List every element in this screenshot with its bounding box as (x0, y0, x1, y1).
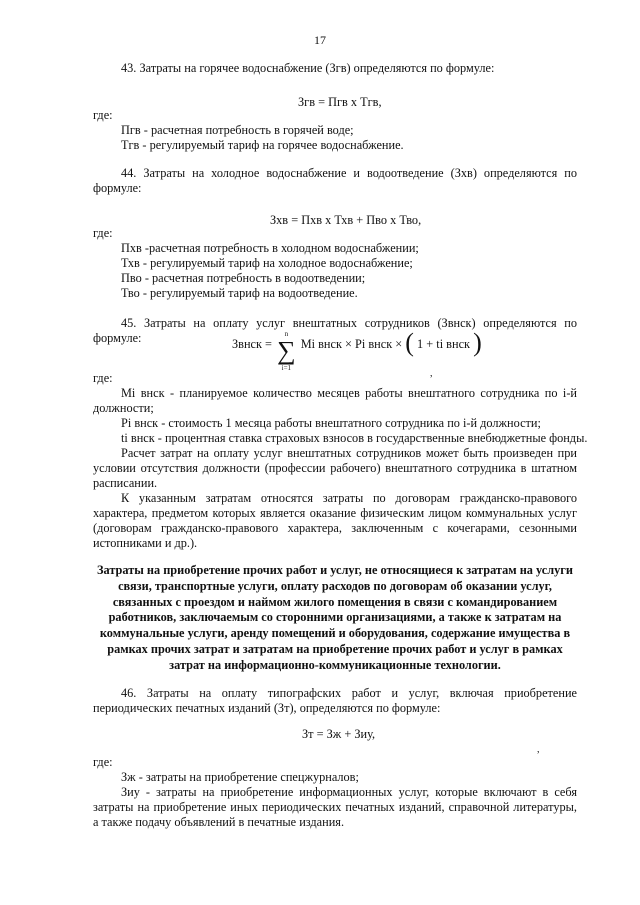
p46-where: где: (93, 755, 113, 769)
p45-inner: 1 + ti внск (417, 336, 471, 351)
p43-def-1: Пгв - расчетная потребность в горячей воде; (121, 123, 354, 137)
p44-intro: 44. Затраты на холодное водоснабжение и водоотведение (Зхв) определяются по формуле: (93, 166, 577, 195)
p45-open-paren: ( (405, 327, 414, 357)
p44-def-2: Тхв - регулируемый тариф на холодное водоснабжение; (121, 256, 413, 270)
sum-upper: n (284, 330, 289, 338)
p43-def-2: Тгв - регулируемый тариф на горячее водоснабжение. (121, 138, 404, 152)
p45-formula (232, 327, 482, 372)
p45-intro: 45. Затраты на оплату услуг внештатных сотрудников (Звнск) определяются по формуле: (93, 316, 577, 345)
p46-formula: Зт = Зж + Зиу, (302, 727, 376, 741)
p44-formula: Зхв = Пхв х Тхв + Пво х Тво, (270, 213, 422, 227)
p45-times-2: × (395, 336, 403, 351)
p44-def-4: Тво - регулируемый тариф на водоотведение. (121, 286, 358, 300)
sum-lower: i=1 (281, 364, 292, 372)
p45-times-1: × (345, 336, 352, 351)
sum-block (277, 330, 296, 372)
p44-def-3: Пво - расчетная потребность в водоотведении; (121, 271, 366, 285)
sum-symbol: ∑ (277, 336, 296, 365)
p45-note-2: К указанным затратам относятся затраты по договорам гражданско-правового характера, предметом которых является оказание физическим лицом коммунальных услуг (договорам гражданско-правового характера, заключенным с кочегарами, сезонными истопниками и др.). (93, 491, 577, 550)
p45-def-1: Mi внск - планируемое количество месяцев работы внештатного сотрудника по i-й должности; (93, 386, 577, 415)
p43-intro: 43. Затраты на горячее водоснабжение (Згв) определяются по формуле: (121, 61, 495, 75)
p46-def-2: Зиу - затраты на приобретение информационных услуг, которые включают в себя затраты на приобретение иных периодических печатных изданий, справочной литературы, а также подачу объявлений в печатные издания. (93, 785, 577, 829)
p45-def-2: Pi внск - стоимость 1 месяца работы внештатного сотрудника по i-й должности; (121, 416, 541, 430)
section-heading: Затраты на приобретение прочих работ и услуг, не относящиеся к затратам на услуги связи, транспортные услуги, оплату расходов по договорам об оказании услуг, связанных с проездом и наймом жилого помещения в связи с командированием работников, заключаемым со сторонними организациями, а также к затратам на коммунальные услуги, аренду помещений и оборудования, содержание имущества в рамках прочих затрат и затратам на приобретение прочих работ и услуг в рамках затрат на информационно-коммуникационные технологии. (97, 563, 573, 672)
p44-where: где: (93, 226, 113, 240)
stray-mark-2: , (537, 744, 540, 755)
stray-mark: , (430, 368, 433, 379)
p46-intro: 46. Затраты на оплату типографских работ и услуг, включая приобретение периодических печатных изданий (Зт), определяются по формуле: (93, 686, 577, 715)
p45-formula-lhs: Звнск = (232, 336, 272, 351)
page-number: 17 (314, 33, 326, 47)
p44-def-1: Пхв -расчетная потребность в холодном водоснабжении; (121, 241, 419, 255)
p43-where: где: (93, 108, 113, 122)
p45-term-m: Mi внск (300, 336, 342, 351)
p43-formula: Згв = Пгв х Тгв, (298, 95, 382, 109)
p46-def-1: Зж - затраты на приобретение спецжурналов; (121, 770, 359, 784)
p45-note-1: Расчет затрат на оплату услуг внештатных сотрудников может быть произведен при условии отсутствия должности (профессии рабочего) внештатного сотрудника в штатном расписании. (93, 446, 577, 490)
p45-def-3: ti внск - процентная ставка страховых взносов в государственные внебюджетные фонды. (121, 431, 588, 445)
p45-term-p: Pi внск (355, 336, 393, 351)
p45-where: где: (93, 371, 113, 385)
p45-close-paren: ) (473, 327, 482, 357)
